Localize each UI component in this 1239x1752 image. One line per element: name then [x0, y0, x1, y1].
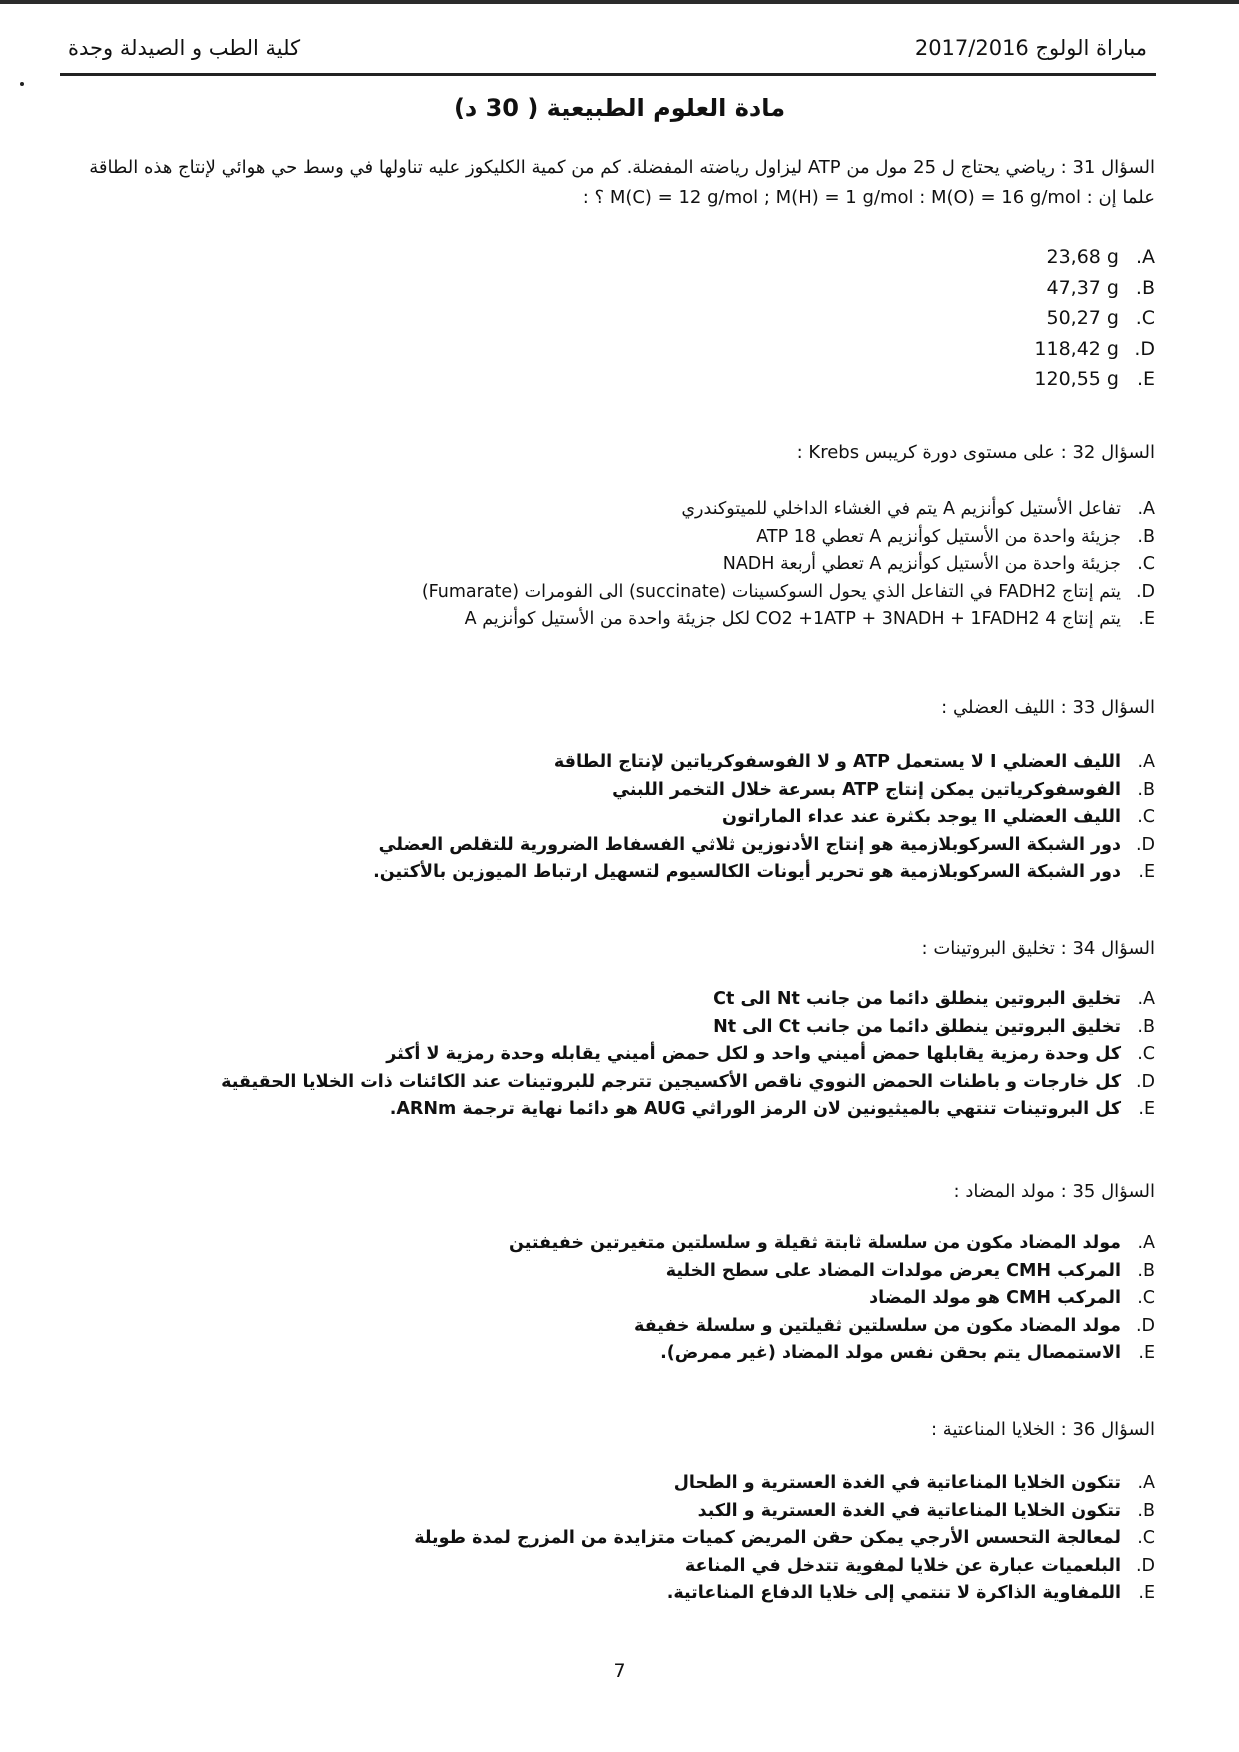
- question-32-heading: السؤال 32 : على مستوى دورة كريبس Krebs :: [796, 442, 1155, 463]
- question-36-options: [414, 1470, 1155, 1608]
- option-c: C.لمعالجة التحسس الأرجي يمكن حقن المريض كميات متزايدة من المزرج لمدة طويلة: [414, 1528, 1155, 1548]
- option-a: A.تفاعل الأستيل كوأنزيم A يتم في الغشاء الداخلي للميتوكندري: [681, 499, 1155, 519]
- option-d: D.دور الشبكة السركوبلازمية هو إنتاج الأدنوزين ثلاثي الفسفاط الضرورية للتقلص العضلي: [378, 834, 1155, 855]
- option-e: E.اللمفاوية الذاكرة لا تنتمي إلى خلايا الدفاع المناعاتية.: [666, 1583, 1155, 1603]
- question-33-options: [373, 749, 1155, 887]
- option-e: 120,55 g .E: [1034, 368, 1155, 390]
- question-33-heading: السؤال 33 : الليف العضلي :: [941, 697, 1155, 718]
- option-a: A.مولد المضاد مكون من سلسلة ثابتة ثقيلة و سلسلتين متغيرتين خفيفتين: [508, 1233, 1155, 1253]
- question-35-heading: السؤال 35 : مولد المضاد :: [953, 1181, 1155, 1202]
- option-c: C.الليف العضلي II يوجد بكثرة عند عداء الماراتون: [722, 807, 1155, 827]
- option-c: C.المركب CMH هو مولد المضاد: [869, 1288, 1155, 1308]
- option-d: D.البلعميات عبارة عن خلايا لمفوية تتدخل في المناعة: [684, 1555, 1155, 1576]
- option-d: D.يتم إنتاج FADH2 في التفاعل الذي يحول السوكسينات (succinate) الى الفومرات (Fumarate): [421, 581, 1155, 602]
- question-34-heading: السؤال 34 : تخليق البروتينات :: [921, 938, 1155, 959]
- margin-dot: [20, 82, 24, 86]
- option-b: 47,37 g .B: [1046, 276, 1155, 299]
- question-32-options: [422, 496, 1155, 634]
- question-36-heading: السؤال 36 : الخلايا المناعتية :: [931, 1419, 1155, 1440]
- option-e: E.الاستمصال يتم بحقن نفس مولد المضاد (غير ممرض).: [660, 1343, 1155, 1363]
- option-b: B.تتكون الخلايا المناعاتية في الغدة العسترية و الكبد: [697, 1500, 1155, 1521]
- page-title: مادة العلوم الطبيعية ( 30 د): [453, 94, 786, 122]
- option-a: A.الليف العضلي I لا يستعمل ATP و لا الفوسفوكرياتين لإنتاج الطاقة: [553, 752, 1155, 772]
- option-c: C.جزيئة واحدة من الأستيل كوأنزيم A تعطي أربعة NADH: [722, 554, 1155, 574]
- option-e: E.دور الشبكة السركوبلازمية هو تحرير أيونات الكالسيوم لتسهيل ارتباط الميوزين بالأكتين.: [373, 862, 1155, 882]
- option-b: B.جزيئة واحدة من الأستيل كوأنزيم A تعطي 18 ATP: [756, 526, 1155, 547]
- option-a: A.تتكون الخلايا المناعاتية في الغدة العسترية و الطحال: [673, 1473, 1155, 1493]
- header-rule: [60, 73, 1156, 76]
- option-c: 50,27 g .C: [1046, 307, 1155, 329]
- option-d: 118,42 g .D: [1034, 337, 1155, 360]
- option-e: E.يتم إنتاج 4 CO2 +1ATP + 3NADH + 1FADH2 لكل جزيئة واحدة من الأستيل كوأنزيم A: [464, 609, 1155, 629]
- faculty-header: كلية الطب و الصيدلة وجدة: [68, 36, 301, 60]
- option-d: D.كل خارجات و باطنات الحمض النووي ناقص الأكسيجين تترجم للبروتينات عند الكائنات ذات الخلايا الحقيقية: [221, 1071, 1155, 1092]
- question-35-options: [509, 1230, 1155, 1368]
- option-e: E.كل البروتينات تنتهي بالميثيونين لان الرمز الوراثي AUG هو دائما نهاية ترجمة ARNm.: [389, 1099, 1155, 1119]
- page-number: 7: [613, 1660, 626, 1682]
- question-31-line1: السؤال 31 : رياضي يحتاج ل 25 مول من ATP ليزاول رياضته المفضلة. كم من كمية الكليكوز عليه تناولها في وسط حي هوائي لإنتاج هذه الطاقة: [89, 157, 1155, 178]
- question-34-options: [221, 986, 1155, 1124]
- option-a: 23,68 g .A: [1046, 246, 1155, 268]
- question-31-line2: علما إن : M(C) = 12 g/mol ; M(H) = 1 g/mol : M(O) = 16 g/mol ؟ :: [582, 187, 1155, 208]
- option-b: B.المركب CMH يعرض مولدات المضاد على سطح الخلية: [665, 1260, 1155, 1281]
- option-d: D.مولد المضاد مكون من سلسلتين ثقيلتين و سلسلة خفيفة: [633, 1315, 1155, 1336]
- top-border: [0, 0, 1239, 4]
- exam-header: مباراة الولوج 2017/2016: [914, 36, 1147, 60]
- option-b: B.الفوسفوكرياتين يمكن إنتاج ATP بسرعة خلال التخمر اللبني: [612, 779, 1155, 800]
- option-a: A.تخليق البروتين ينطلق دائما من جانب Nt الى Ct: [713, 989, 1155, 1009]
- option-b: B.تخليق البروتين ينطلق دائما من جانب Ct الى Nt: [713, 1016, 1155, 1037]
- question-31-text: [65, 153, 1155, 213]
- option-c: C.كل وحدة رمزية يقابلها حمض أميني واحد و لكل حمض أميني يقابله وحدة رمزية لا أكثر: [386, 1044, 1155, 1064]
- question-31-options: [1034, 242, 1155, 395]
